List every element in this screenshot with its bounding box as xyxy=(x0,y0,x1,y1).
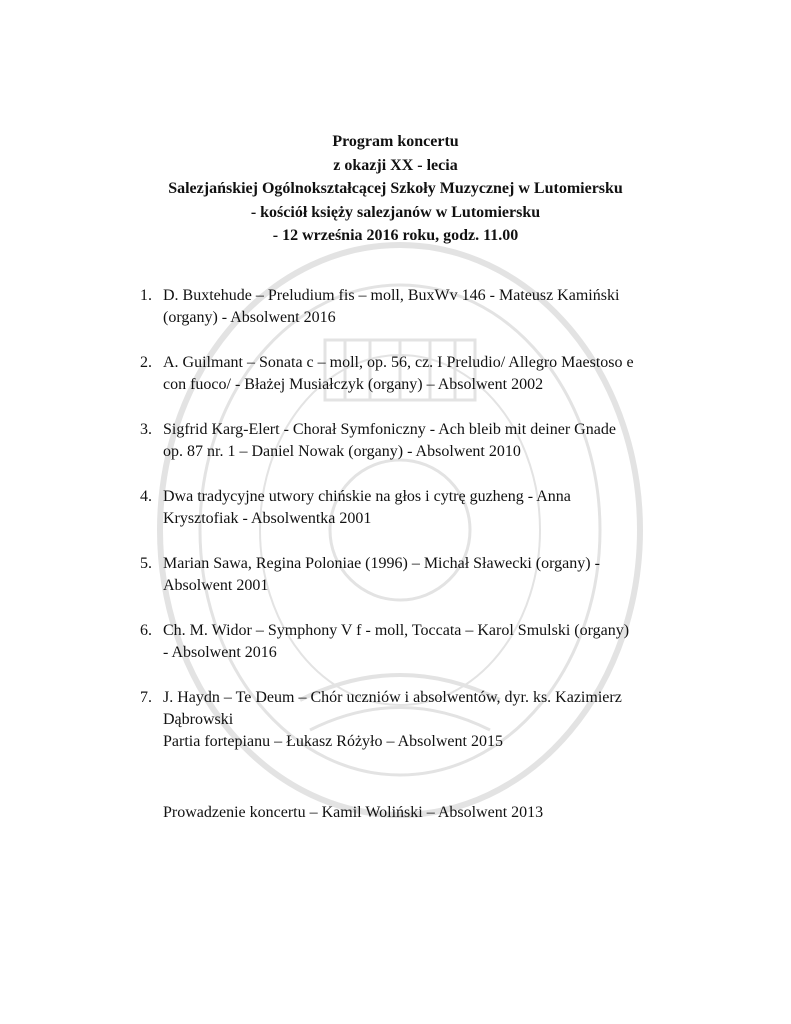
program-item-number: 2. xyxy=(140,354,152,371)
program-item-line: Sigfrid Karg-Elert - Chorał Symfoniczny - Ach bleib mit deiner Gnade xyxy=(163,421,616,438)
program-item-number: 3. xyxy=(140,421,152,438)
program-item xyxy=(140,419,700,463)
program-item-line: (organy) - Absolwent 2016 xyxy=(163,309,336,326)
program-item-line: Marian Sawa, Regina Poloniae (1996) – Michał Sławecki (organy) - xyxy=(163,555,600,572)
program-item-line: op. 87 nr. 1 – Daniel Nowak (organy) - Absolwent 2010 xyxy=(163,443,521,460)
program-item-line: A. Guilmant – Sonata c – moll, op. 56, cz. I Preludio/ Allegro Maestoso e xyxy=(163,354,634,371)
program-item-line: Dwa tradycyjne utwory chińskie na głos i cytrę guzheng - Anna xyxy=(163,488,571,505)
program-item xyxy=(140,486,700,530)
program-item-line: D. Buxtehude – Preludium fis – moll, BuxWv 146 - Mateusz Kamiński xyxy=(163,287,620,304)
program-item xyxy=(140,620,700,664)
program-item-number: 4. xyxy=(140,488,152,505)
program-item-number: 7. xyxy=(140,689,152,706)
program-item xyxy=(140,285,700,329)
program-item-line: Partia fortepianu – Łukasz Różyło – Absolwent 2015 xyxy=(163,733,503,750)
program-item-number: 6. xyxy=(140,622,152,639)
header-occasion: z okazji XX - lecia xyxy=(333,156,458,174)
program-item xyxy=(140,687,700,753)
concert-header xyxy=(0,130,791,248)
program-item-line: Ch. M. Widor – Symphony V f - moll, Toccata – Karol Smulski (organy) xyxy=(163,622,630,639)
program-item-number: 1. xyxy=(140,287,152,304)
header-date-time: - 12 września 2016 roku, godz. 11.00 xyxy=(272,227,519,244)
program-item-line: Dąbrowski xyxy=(163,711,234,728)
header-title: Program koncertu xyxy=(332,133,459,150)
program-item xyxy=(140,553,700,597)
program-item-number: 5. xyxy=(140,555,152,572)
program-item xyxy=(140,352,700,396)
concert-host-line: Prowadzenie koncertu – Kamil Woliński – Absolwent 2013 xyxy=(163,804,544,821)
header-venue: - kościół księży salezjanów w Lutomiersku xyxy=(250,203,541,221)
program-item-line: J. Haydn – Te Deum – Chór uczniów i absolwentów, dyr. ks. Kazimierz xyxy=(163,689,622,706)
program-item-line: con fuoco/ - Błażej Musiałczyk (organy) – Absolwent 2002 xyxy=(163,376,544,393)
program-list xyxy=(140,285,700,776)
header-school-name: Salezjańskiej Ogólnokształcącej Szkoły Muzycznej w Lutomiersku xyxy=(168,180,623,197)
program-item-line: Absolwent 2001 xyxy=(163,577,269,594)
program-item-line: Krysztofiak - Absolwentka 2001 xyxy=(163,510,372,527)
program-item-line: - Absolwent 2016 xyxy=(163,644,277,661)
